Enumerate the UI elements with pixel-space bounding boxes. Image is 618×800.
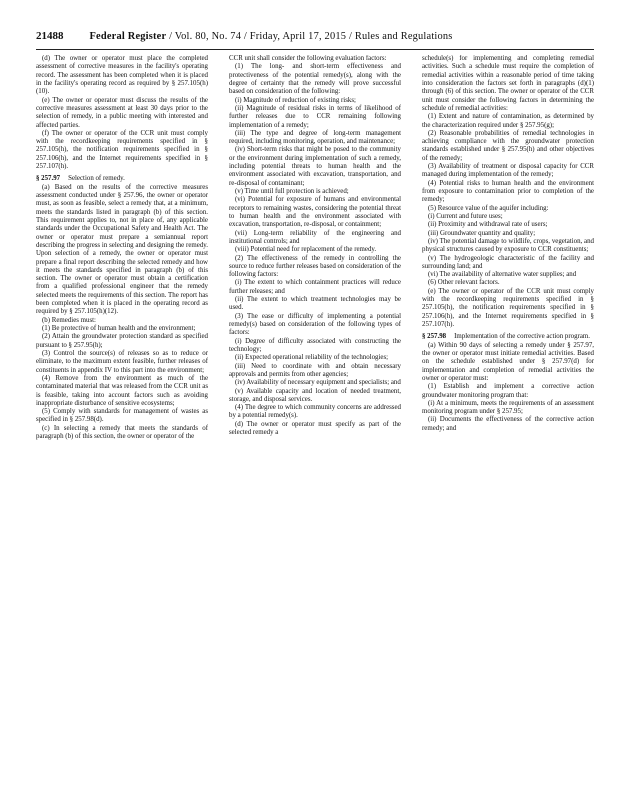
section-title: Implementation of the corrective action program. xyxy=(454,333,590,341)
paragraph: (4) The degree to which community concerns are addressed by a potential remedy(s). xyxy=(229,404,401,420)
column-1 xyxy=(36,55,208,441)
paragraph: (iii) Need to coordinate with and obtain necessary approvals and permits from other agencies; xyxy=(229,362,401,378)
journal-name: Federal Register xyxy=(89,31,167,42)
section-number: § 257.98 xyxy=(422,333,447,341)
paragraph: (d) The owner or operator must place the completed assessment of corrective measures in the facility's operating record. The assessment has been completed when it is placed in the facility's operating record as required by § 257.105(h)(10). xyxy=(36,55,208,96)
paragraph: (c) In selecting a remedy that meets the standards of paragraph (b) of this section, the owner or operator of the xyxy=(36,424,208,441)
issue-details: / Vol. 80, No. 74 / Friday, April 17, 2015 / Rules and Regulations xyxy=(166,31,453,42)
paragraph: (iv) Availability of necessary equipment and specialists; and xyxy=(235,379,401,387)
text-columns xyxy=(36,55,594,441)
paragraph: (iii) Groundwater quantity and quality; xyxy=(428,229,536,237)
paragraph: (ii) The extent to which treatment technologies may be used. xyxy=(229,296,401,312)
paragraph: (3) Control the source(s) of releases so as to reduce or eliminate, to the maximum extent feasible, further releases of constituents in appendix IV to this part into the environment; xyxy=(36,349,208,374)
paragraph: (ii) Proximity and withdrawal rate of users; xyxy=(428,221,548,229)
page-number: 21488 xyxy=(36,30,64,42)
paragraph: (6) Other relevant factors. xyxy=(428,279,500,287)
column-3 xyxy=(422,55,594,441)
paragraph: (4) Remove from the environment as much of the contaminated material that was released from the CCR unit as is feasible, taking into account factors such as avoiding inappropriate disturbance of sensitive ecosystems; xyxy=(36,374,208,407)
paragraph: (v) The hydrogeologic characteristic of the facility and surrounding land; and xyxy=(422,254,594,270)
paragraph: (i) The extent to which containment practices will reduce further releases; and xyxy=(229,279,401,295)
paragraph: (1) Establish and implement a corrective action groundwater monitoring program that: xyxy=(422,383,594,399)
paragraph: (2) The effectiveness of the remedy in controlling the source to reduce further releases based on consideration of the following factors: xyxy=(229,254,401,279)
paragraph: (b) Remedies must: xyxy=(42,316,96,324)
paragraph: (iii) The type and degree of long-term management required, including monitoring, operation, and maintenance; xyxy=(229,129,401,146)
paragraph: (iv) The potential damage to wildlife, crops, vegetation, and physical structures caused by exposure to CCR constituents; xyxy=(422,237,594,254)
paragraph: (iv) Short-term risks that might be posed to the community or the environment during implementation of such a remedy, including potential threats to human health and the environment associated with excavation, transportation, and re-disposal of contaminant; xyxy=(229,146,401,187)
section-heading xyxy=(36,175,208,183)
paragraph: schedule(s) for implementing and completing remedial activities. Such a schedule must require the completion of remedial activities within a reasonable period of time taking into consideration the factors set forth in paragraphs (d)(1) through (6) of this section. The owner or operator of the CCR unit must consider the following factors in determining the schedule of remedial activities: xyxy=(422,55,594,112)
paragraph: (d) The owner or operator must specify as part of the selected remedy a xyxy=(229,420,401,437)
paragraph: (5) Comply with standards for management of wastes as specified in § 257.98(d). xyxy=(36,408,208,424)
paragraph: (v) Time until full protection is achieved; xyxy=(235,188,349,195)
paragraph: (vii) Long-term reliability of the engineering and institutional controls; and xyxy=(229,229,401,245)
paragraph: (1) Extent and nature of contamination, as determined by the characterization required under § 257.95(g); xyxy=(422,113,594,129)
paragraph: (3) The ease or difficulty of implementing a potential remedy(s) based on consideration of the following types of factors: xyxy=(229,312,401,337)
paragraph: CCR unit shall consider the following evaluation factors: xyxy=(229,55,387,62)
paragraph: (2) Reasonable probabilities of remedial technologies in achieving compliance with the groundwater protection standards established under § 257.95(h) and other objectives of the remedy; xyxy=(422,129,594,162)
paragraph: (a) Within 90 days of selecting a remedy under § 257.97, the owner or operator must initiate remedial activities. Based on the schedule established under § 257.97(d) for implementation and completion of remedial activities the owner or operator must: xyxy=(422,341,594,382)
paragraph: (3) Availability of treatment or disposal capacity for CCR managed during implementation of the remedy; xyxy=(422,163,594,179)
paragraph: (1) The long- and short-term effectiveness and protectiveness of the potential remedy(s), along with the degree of certainty that the remedy will prove successful based on consideration of the following: xyxy=(229,63,401,96)
section-number: § 257.97 xyxy=(36,175,61,183)
paragraph: (i) Magnitude of reduction of existing risks; xyxy=(235,96,356,104)
running-head xyxy=(90,31,453,42)
paragraph: (viii) Potential need for replacement of the remedy. xyxy=(235,246,377,254)
paragraph: (ii) Expected operational reliability of the technologies; xyxy=(235,354,389,362)
paragraph: (vi) The availability of alternative water supplies; and xyxy=(428,271,577,279)
paragraph: (i) Current and future uses; xyxy=(428,212,503,220)
paragraph: (5) Resource value of the aquifer including: xyxy=(428,204,549,212)
paragraph: (f) The owner or operator of the CCR unit must comply with the recordkeeping requirements specified in § 257.105(h), the notification requirements specified in § 257.106(h), and the Internet requirements specified in § 257.107(h). xyxy=(36,129,208,171)
paragraph: (a) Based on the results of the corrective measures assessment conducted under § 257.96, the owner or operator must, as soon as feasible, select a remedy that, at a minimum, meets the standards listed in paragraph (b) of this section. This requirement applies to, not in place of, any applicable standards under the Occupational Safety and Health Act. The owner or operator must prepare a semiannual report describing the progress in selecting and designing the remedy. Upon selection of a remedy, the owner or operator must prepare a final report describing the selected remedy and how it meets the standards specified in paragraph (b) of this section. The owner or operator must obtain a certification from a qualified professional engineer that the remedy selected meets the requirements of this section. The report has been completed when it is placed in the operating record as required by § 257.105(h)(12). xyxy=(36,183,208,316)
paragraph: (ii) Documents the effectiveness of the corrective action remedy; and xyxy=(422,416,594,432)
paragraph: (1) Be protective of human health and the environment; xyxy=(42,325,196,332)
paragraph: (2) Attain the groundwater protection standard as specified pursuant to § 257.95(h); xyxy=(36,333,208,349)
paragraph: (i) Degree of difficulty associated with constructing the technology; xyxy=(229,337,401,353)
section-title: Selection of remedy. xyxy=(68,175,125,183)
column-2 xyxy=(229,55,401,441)
paragraph: (4) Potential risks to human health and the environment from exposure to contamination prior to completion of the remedy; xyxy=(422,179,594,204)
paragraph: (vi) Potential for exposure of humans and environmental receptors to remaining wastes, considering the potential threat to human health and the environment associated with excavation, transportation, re-disposal, or containment; xyxy=(229,196,401,229)
paragraph: (e) The owner or operator of the CCR unit must comply with the recordkeeping requirements specified in § 257.105(h), the notification requirements specified in § 257.106(h), and the Internet requirements specified in § 257.107(h). xyxy=(422,287,594,328)
paragraph: (v) Available capacity and location of needed treatment, storage, and disposal services. xyxy=(229,387,401,403)
section-heading xyxy=(422,333,594,341)
paragraph: (i) At a minimum, meets the requirements of an assessment monitoring program under § 257.95; xyxy=(422,399,594,416)
paragraph: (ii) Magnitude of residual risks in terms of likelihood of further releases due to CCR remaining following implementation of a remedy; xyxy=(229,104,401,129)
running-header xyxy=(36,30,594,50)
paragraph: (e) The owner or operator must discuss the results of the corrective measures assessment at least 30 days prior to the selection of remedy, in a public meeting with interested and affected parties. xyxy=(36,96,208,129)
